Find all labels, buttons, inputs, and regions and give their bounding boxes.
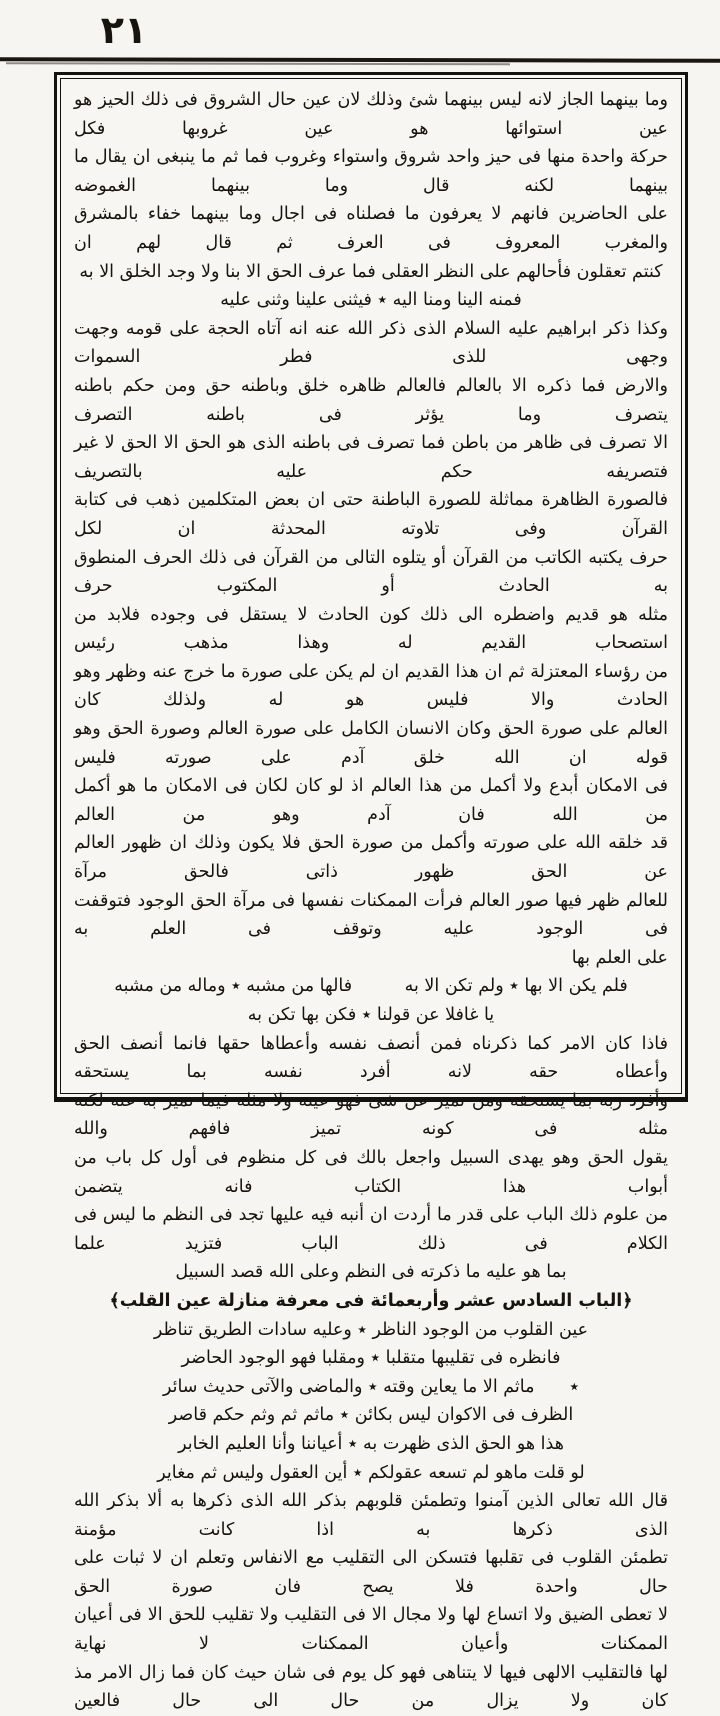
verse-line: ٭ ماثم الا ما يعاين وقته ٭ والماضى والآتى حديث سائر: [162, 1376, 580, 1397]
prose-line: وما بينهما الجاز لانه ليس بينهما شئ وذلك لان عين حال الشروق فى ذلك الحيز هو عين استوائها هو عين غروبها فكل: [74, 90, 668, 139]
top-rule: [0, 57, 720, 63]
verse-line: الظرف فى الاكوان ليس بكائن ٭ ماثم ثم وثم حكم قاصر: [168, 1405, 574, 1426]
prose-line: لها فالتقليب الالهى فيها لا يتناهى فهو كل يوم فى شان حيث كان فما زال الامر مذ كان ولا يزال من حال الى حال فالعين: [74, 1662, 668, 1712]
prose-line: وأفرد ربه بما يستحقه ومن تميز عن شئ فهو عينه ولا مثله فيما تميز به عنه لكنه مثله فى كونه تميز فافهم والله: [74, 1090, 668, 1140]
prose-line: على العلم بها: [571, 947, 668, 968]
prose-line: للعالم ظهر فيها صور العالم فرأت الممكنات نفسها فى مرآة الحق الوجود فتوقفت فى الوجود عليه وتوقف فى العلم به: [74, 890, 668, 940]
prose-line: حركة واحدة منها فى حيز واحد شروق واستواء وغروب فما ثم ما ينبغى ان يقال ما بينهما لكنه قال وما بينهما الغموضه: [74, 147, 668, 196]
verse-line: لو قلت ماهو لم تسعه عقولكم ٭ أين العقول وليس ثم مغاير: [157, 1462, 585, 1483]
verse-line: فانظره فى تقليبها متقلبا ٭ ومقلبا فهو الوجود الحاضر: [181, 1348, 561, 1369]
verse-line: فلم يكن الا بها ٭ ولم تكن الا به فالها من مشبه ٭ وماله من مشبه: [114, 976, 628, 997]
prose-line: فاذا كان الامر كما ذكرناه فمن أنصف نفسه وأعطاها حقها فانما أنصف الحق وأعطاه حقه لانه أفرد نفسه بما يستحقه: [74, 1033, 668, 1083]
prose-line: العالم على صورة الحق وكان الانسان الكامل على صورة العالم وصورة الحق وهو قوله ان الله خلق آدم على صورته فليس: [74, 719, 668, 768]
verse-line: عين القلوب من الوجود الناظر ٭ وعليه سادات الطريق تناظر: [153, 1319, 589, 1340]
prose-line: حرف يكتبه الكاتب من القرآن أو يتلوه التالى من القرآن فى ذلك الحرف المنطوق به الحادث أو المكتوب حرف: [74, 547, 668, 597]
prose-line: قال الله تعالى الذين آمنوا وتطمئن قلوبهم بذكر الله الذى ذكرها به ألا بذكر الله الذى ذكرها به اذا كانت مؤمنة: [74, 1491, 668, 1540]
chapter-heading: ﴿الباب السادس عشر وأربعمائة فى معرفة منازلة عين القلب﴾: [109, 1290, 633, 1311]
verse-line: فمنه الينا ومنا اليه ٭ فيثنى علينا وثنى عليه: [220, 290, 522, 311]
verse-line: يا غافلا عن قولنا ٭ فكن بها تكن به: [247, 1005, 495, 1025]
prose-line: فالصورة الظاهرة مماثلة للصورة الباطنة حتى ان بعض المتكلمين ذهب فى كتابة القرآن وفى تلاوته المحدثة ان لكل: [74, 490, 668, 539]
prose-line: من رؤساء المعتزلة ثم ان هذا القديم ان لم يكن على صورة ما خرج عنه وظهر وهو الحادث والا فليس هو له ولذلك كان: [74, 661, 668, 711]
prose-line: مثله هو قديم واضطره الى ذلك كون الحادث لا يستقل فى وجوده فلابد من استصحاب القديم له وهذا مذهب رئيس: [74, 604, 668, 654]
page-text-block: [61, 79, 681, 1712]
prose-line: كنتم تعقلون فأحالهم على النظر العقلى فما عرف الحق الا بنا ولا وجد الخلق الا به: [79, 261, 663, 282]
prose-line: وكذا ذكر ابراهيم عليه السلام الذى ذكر الله عنه انه آتاه الحجة على قومه وجهت وجهى للذى فطر السموات: [74, 318, 668, 368]
prose-line: من علوم ذلك الباب على قدر ما أردت ان أنبه فيه عليها تجد فى النظم ما ليس فى الكلام فى ذلك الباب فتزيد علما: [74, 1205, 668, 1254]
prose-line: والارض فما ذكره الا بالعالم فالعالم ظاهره خلق وباطنه حق ومن حكم باطنه يتصرف وما يؤثر فى باطنه التصرف: [74, 375, 668, 425]
prose-line: تطمئن القلوب فى تقلبها فتسكن الى التقليب مع الانفاس وتعلم ان لا ثبات على حال واحدة فلا يصح فان صورة الحق: [74, 1548, 668, 1597]
text-frame: [54, 72, 688, 1712]
prose-line: قد خلقه الله على صورته وأكمل من صورة الحق فلا يكون وذلك ان ظهور العالم عن الحق ظهور ذاتى فالحق مرآة: [74, 833, 668, 883]
prose-line: على الحاضرين فانهم لا يعرفون ما فصلناه فى اجال وما بينهما خفاء بالمشرق والمغرب المعروف فى العرف ثم قال لهم ان: [74, 204, 668, 253]
prose-line: الا تصرف فى ظاهر من باطن فما تصرف فى باطنه الذى هو الحق الا الحق لا غير فتصريفه حكم عليه بالتصريف: [74, 433, 668, 482]
text-frame-inner-border: [60, 78, 682, 1712]
prose-line: لا تعطى الضيق ولا اتساع لها ولا مجال الا فى التقليب ولا تقليب للحق الا فى أعيان الممكنات وأعيان الممكنات لا نهاية: [74, 1605, 668, 1655]
prose-line: بما هو عليه ما ذكرته فى النظم وعلى الله قصد السبيل: [175, 1262, 567, 1283]
prose-line: فى الامكان أبدع ولا أكمل من هذا العالم اذ لو كان لكان فى الامكان ما هو أكمل من الله فان آدم وهو من العالم: [74, 776, 668, 825]
page-number: ٢١: [100, 8, 148, 52]
prose-line: يقول الحق وهو يهدى السبيل واجعل بالك فى كل منظوم فى أول كل باب من أبواب هذا الكتاب فانه يتضمن: [74, 1147, 668, 1197]
verse-line: هذا هو الحق الذى ظهرت به ٭ أعياننا وأنا العليم الخابر: [178, 1433, 564, 1454]
